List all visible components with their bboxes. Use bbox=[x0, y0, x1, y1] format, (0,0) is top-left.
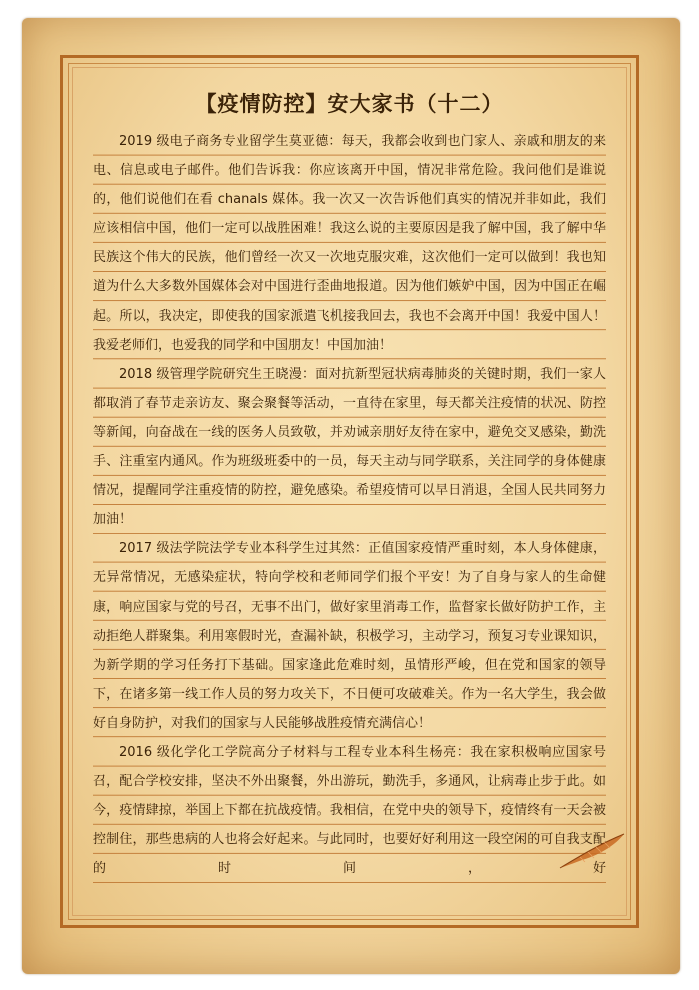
letter-paragraph: 2018 级管理学院研究生王晓漫：面对抗新型冠状病毒肺炎的关键时期，我们一家人都取消了春节走亲访友、聚会聚餐等活动，一直待在家里，每天都关注疫情的状况、防控等新闻，向奋战在一线的医务人员致敬，并劝诫亲朋好友待在家中，避免交叉感染，勤洗手、注重室内通风。作为班级班委中的一员，每天主动与同学联系，关注同学的身体健康情况，提醒同学注重疫情的防控，避免感染。希望疫情可以早日消退，全国人民共同努力加油！ bbox=[93, 360, 606, 535]
letter-paragraph: 2017 级法学院法学专业本科学生过其然：正值国家疫情严重时刻，本人身体健康，无异常情况，无感染症状，特向学校和老师同学们报个平安！为了自身与家人的生命健康，响应国家与党的号召，无事不出门，做好家里消毒工作，监督家长做好防护工作，主动拒绝人群聚集。利用寒假时光，查漏补缺，积极学习，主动学习，预复习专业课知识，为新学期的学习任务打下基础。国家逢此危难时刻，虽情形严峻，但在党和国家的领导下，在诸多第一线工作人员的努力攻关下，不日便可攻破难关。作为一名大学生，我会做好自身防护，对我们的国家与人民能够战胜疫情充满信心！ bbox=[93, 534, 606, 738]
letter-title: 【疫情防控】安大家书（十二） bbox=[195, 92, 504, 116]
letter-paragraph: 2016 级化学化工学院高分子材料与工程专业本科生杨亮：我在家积极响应国家号召，配合学校安排，坚决不外出聚餐，外出游玩，勤洗手，多通风，让病毒止步于此。如今，疫情肆掠，举国上下都在抗战疫情。我相信，在党中央的领导下，疫情终有一天会被控制住，那些患病的人也将会好起来。与此同时，也要好好利用这一段空闲的可自我支配的时间，好 bbox=[93, 738, 606, 883]
quill-feather-icon bbox=[558, 830, 628, 870]
letter-body bbox=[93, 127, 606, 883]
letter-paragraph: 2019 级电子商务专业留学生莫亚德：每天，我都会收到也门家人、亲戚和朋友的来电、信息或电子邮件。他们告诉我：你应该离开中国，情况非常危险。我问他们是谁说的，他们说他们在看 chanals 媒体。我一次又一次告诉他们真实的情况并非如此，我们应该相信中国，他们一定可以战胜困难！我这么说的主要原因是我了解中国，我了解中华民族这个伟大的民族，他们曾经一次又一次地克服灾难，这次他们一定可以做到！我也知道为什么大多数外国媒体会对中国进行歪曲地报道。因为他们嫉妒中国，因为中国正在崛起。所以，我决定，即使我的国家派遣飞机接我回去，我也不会离开中国！我爱中国人！我爱老师们，也爱我的同学和中国朋友！中国加油！ bbox=[93, 127, 606, 360]
